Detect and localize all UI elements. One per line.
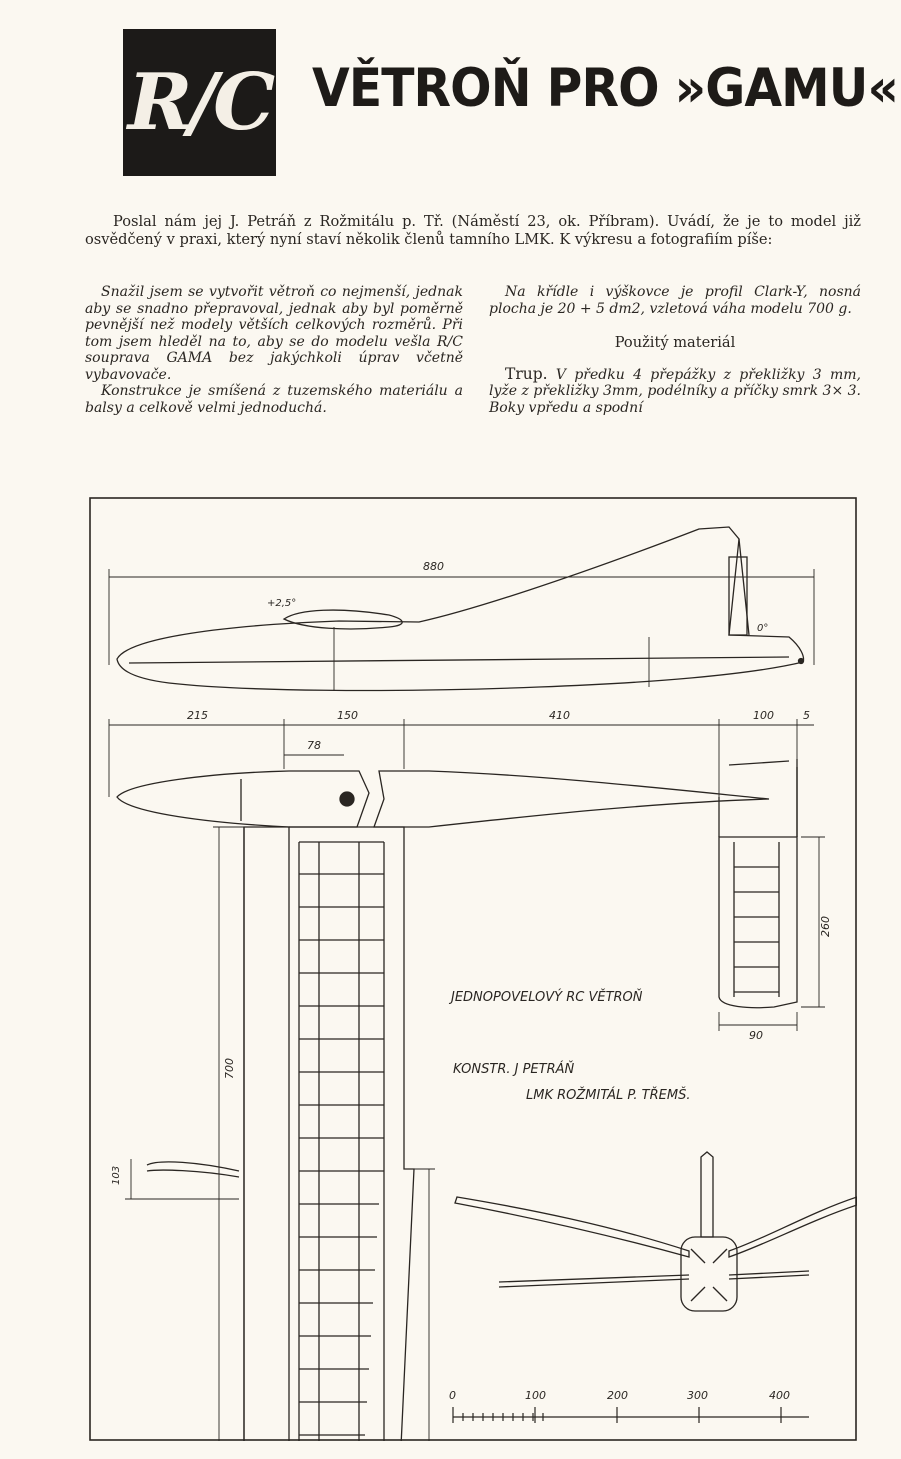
scale-0: 0: [449, 1389, 456, 1402]
front-view: [455, 1152, 857, 1311]
top-view-fuselage: [117, 759, 797, 837]
dim-215: 215: [187, 709, 208, 722]
fuselage-lead: Trup.: [505, 364, 548, 383]
scale-bar: [453, 1407, 809, 1423]
dim-5: 5: [803, 709, 810, 722]
fuselage-text: V předku 4 přepážky z překližky 3 mm, lyže z překližky 3mm, podélníky a příčky smrk 3× 3. Boky vpředu a spodní: [489, 366, 861, 416]
rc-logo-text: R/C: [127, 57, 272, 148]
label-lmk: LMK ROŽMITÁL P. TŘEMŠ.: [526, 1088, 691, 1103]
text-column-right: [489, 284, 861, 416]
main-wing: [244, 827, 414, 1441]
scale-200: 200: [607, 1389, 628, 1402]
dim-260-tail: 260: [819, 916, 832, 937]
dim-incidence-tail: 0°: [757, 623, 769, 634]
col1-paragraph-2: Konstrukce je smíšená z tuzemského materiálu a balsy a celkově velmi jednoduchá.: [85, 383, 463, 416]
scale-300: 300: [687, 1389, 708, 1402]
dim-150: 150: [337, 709, 358, 722]
label-title: JEDNOPOVELOVÝ RC VĚTROŇ: [451, 990, 643, 1005]
col1-paragraph-1: Snažil jsem se vytvořit větroň co nejmenší, jednak aby se snadno přepravoval, jednak aby byl poměrně pevnější než modely větších celkových rozměrů. Při tom jsem hleděl na to, aby se do modelu vešla R/C souprava GAMA bez jakýchkoli úprav včetně vybavovače.: [85, 284, 463, 383]
dim-incidence-wing: +2,5°: [267, 598, 297, 609]
intro-paragraph: Poslal nám jej J. Petráň z Rožmitálu p. Tř. (Náměstí 23, ok. Příbram). Uvádí, že je to model již osvědčený v praxi, který nyní staví několik členů tamního LMK. K výkresu a fotografiím píše:: [85, 213, 861, 248]
stab-dimensions: [719, 837, 825, 1031]
dim-100: 100: [753, 709, 774, 722]
technical-drawing: [89, 497, 857, 1441]
text-column-left: [85, 284, 463, 416]
side-view: [109, 527, 814, 691]
col2-paragraph-1: Na křídle i výškovce je profil Clark-Y, nosná plocha je 20 + 5 dm2, vzletová váha modelu 700 g.: [489, 284, 861, 317]
dimension-row: [109, 719, 814, 797]
dim-410: 410: [549, 709, 570, 722]
col2-paragraph-2: [489, 366, 861, 417]
dim-78: 78: [307, 739, 321, 752]
drawing-frame: [90, 498, 856, 1440]
article-title: VĚTROŇ PRO »GAMU«: [312, 58, 899, 119]
scale-100: 100: [525, 1389, 546, 1402]
scale-400: 400: [769, 1389, 790, 1402]
rc-logo: [123, 29, 276, 176]
dim-length: 880: [423, 560, 444, 573]
dim-103: 103: [111, 1165, 122, 1185]
dim-700: 700: [223, 1058, 236, 1079]
label-konstr: KONSTR. J PETRÁŇ: [453, 1062, 575, 1077]
dim-90: 90: [749, 1029, 763, 1042]
materials-heading: Použitý materiál: [614, 334, 736, 351]
wing-dimensions: [125, 827, 435, 1441]
